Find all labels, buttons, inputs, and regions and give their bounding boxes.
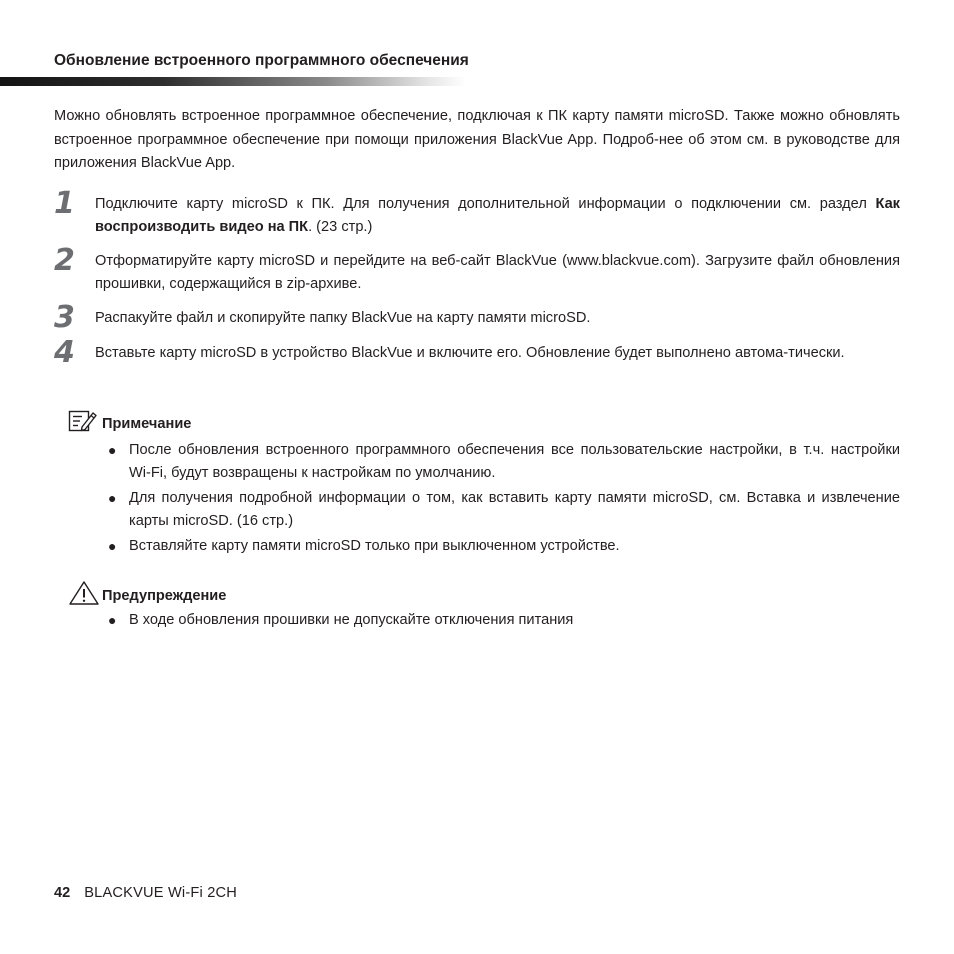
bullet-icon: ●: [108, 538, 117, 554]
step-number: 3: [54, 300, 75, 335]
note-item-text: После обновления встроенного программного обеспечения все пользовательские настройки, в т.ч. настройки Wi-Fi, будут возвращены к настройкам по умолчанию.: [129, 442, 900, 481]
warning-item: [105, 609, 900, 632]
bullet-icon: ●: [108, 490, 117, 506]
step-number: 4: [54, 335, 75, 370]
warning-item-text: В ходе обновления прошивки не допускайте отключения питания: [129, 612, 574, 628]
note-item: [105, 535, 900, 558]
note-label: Примечание: [102, 415, 192, 432]
step-1: [54, 186, 900, 239]
step-4: [54, 335, 900, 370]
note-item-text: Для получения подробной информации о том, как вставить карту памяти microSD, см. Вставка и извлечение карты microSD. (16 стр.): [129, 490, 900, 529]
note-item-text: Вставляйте карту памяти microSD только при выключенном устройстве.: [129, 538, 620, 554]
warning-icon: [68, 580, 100, 611]
warning-heading: [68, 580, 226, 611]
intro-paragraph: Можно обновлять встроенное программное обеспечение, подключая к ПК карту памяти microSD. Также можно обновлять встроенное программное обеспечение при помощи приложения BlackVue App. Подроб-нее об этом см. в руководстве для приложения BlackVue App.: [54, 108, 900, 171]
bullet-icon: ●: [108, 442, 117, 458]
step-text-start: Подключите карту microSD к ПК. Для получения дополнительной информации о подключении см. раздел: [95, 196, 876, 212]
step-number: 1: [54, 186, 75, 221]
warning-list: [105, 609, 900, 634]
step-text: [95, 193, 900, 239]
bullet-icon: ●: [108, 612, 117, 628]
step-text: Распакуйте файл и скопируйте папку BlackVue на карту памяти microSD.: [95, 310, 591, 326]
step-number: 2: [54, 243, 75, 278]
step-link-title: Как воспроизводить видео на ПК: [95, 196, 900, 235]
warning-label: Предупреждение: [102, 587, 227, 604]
step-text: Вставьте карту microSD в устройство BlackVue и включите его. Обновление будет выполнено автома-тически.: [95, 345, 845, 361]
product-name: BLACKVUE Wi-Fi 2CH: [84, 885, 238, 901]
note-list: [105, 439, 900, 560]
section-title: Обновление встроенного программного обеспечения: [54, 52, 469, 69]
note-icon: [68, 409, 98, 438]
step-text-end: . (23 стр.): [308, 219, 373, 235]
title-underline-bar: [0, 77, 466, 86]
note-item: [105, 439, 900, 485]
step-text: Отформатируйте карту microSD и перейдите на веб-сайт BlackVue (www.blackvue.com). Загрузите файл обновления прошивки, содержащийся в zip-архиве.: [95, 253, 900, 292]
page-number: 42: [54, 885, 71, 901]
page-footer: [54, 885, 237, 901]
step-3: [54, 300, 900, 335]
step-2: [54, 243, 900, 296]
note-heading: [68, 409, 191, 438]
note-item: [105, 487, 900, 533]
